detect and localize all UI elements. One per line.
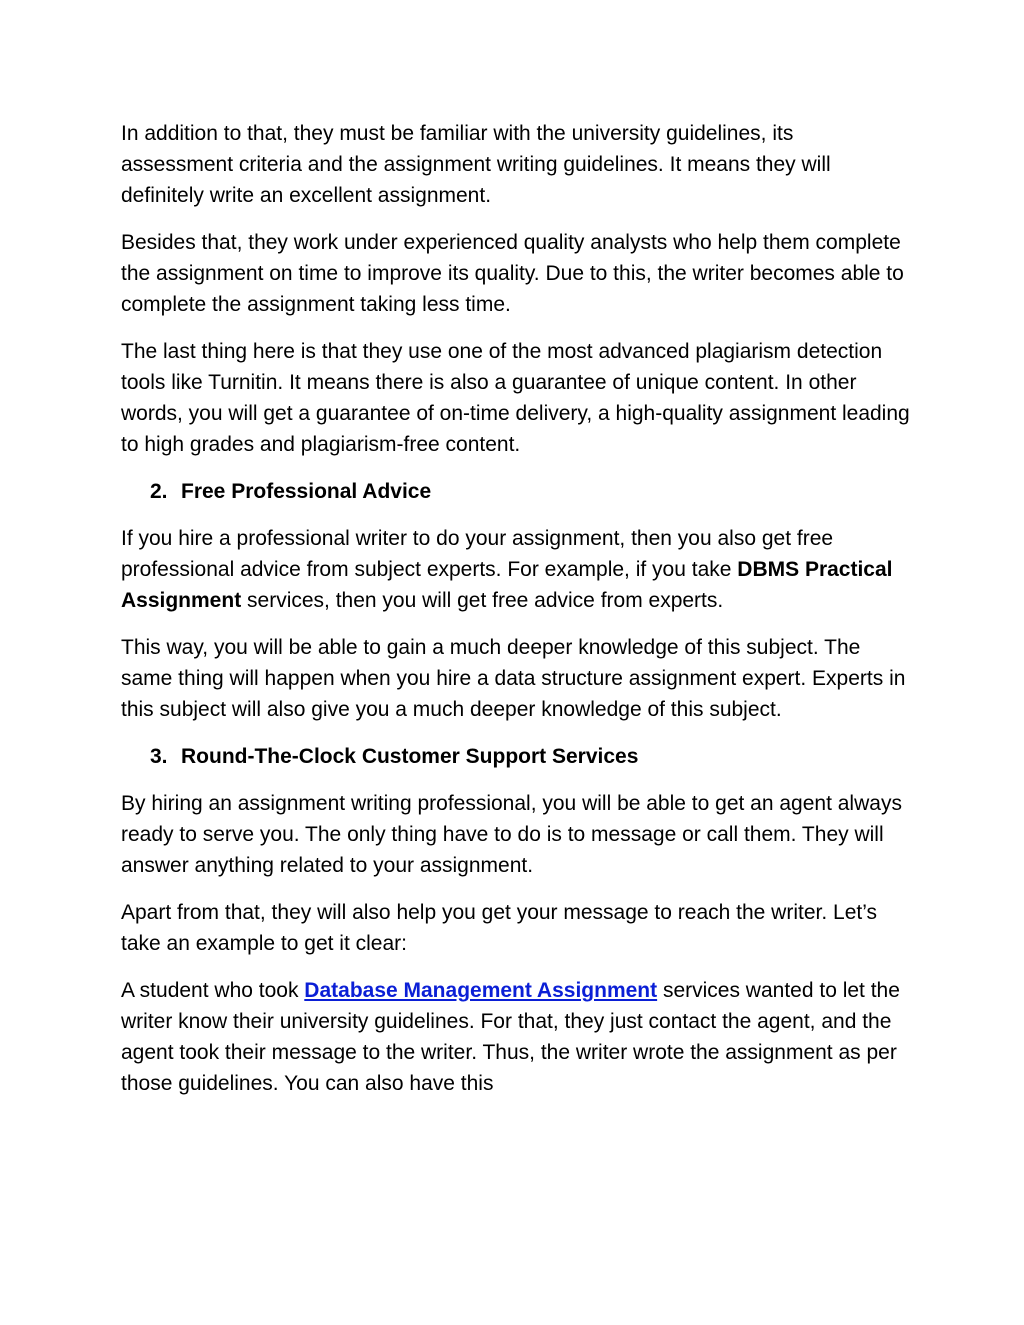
paragraph-message-writer: Apart from that, they will also help you get your message to reach the writer. Let’s take an example to get it clear: [121, 901, 877, 955]
paragraph-text: services, then you will get free advice from experts. [241, 589, 724, 612]
paragraph-quality-analysts: Besides that, they work under experienced quality analysts who help them complete the assignment on time to improve its quality. Due to this, the writer becomes able to complete the assignment taking less time. [121, 231, 904, 316]
heading-number: 2. [150, 480, 168, 503]
paragraph-text: If you hire a professional writer to do your assignment, then you also get free professional advice from subject experts. For example, if you take [121, 527, 834, 581]
paragraph-professional-advice [121, 523, 911, 616]
paragraph-university-guidelines: In addition to that, they must be familiar with the university guidelines, its assessment criteria and the assignment writing guidelines. It means they will definitely write an excellent assignment. [121, 122, 831, 207]
heading-text: Free Professional Advice [181, 480, 432, 503]
paragraph-plagiarism-detection: The last thing here is that they use one of the most advanced plagiarism detection tools like Turnitin. It means there is also a guarantee of unique content. In other words, you will get a guarantee of on-time delivery, a high-quality assignment leading to high grades and plagiarism-free content. [121, 340, 910, 456]
document-page [121, 118, 911, 1115]
paragraph-text: services wanted to let the writer know their university guidelines. For that, they just contact the agent, and the agent took their message to the writer. Thus, the writer wrote the assignment as per those guidelines. You can also have this [121, 979, 900, 1095]
paragraph-agent-ready: By hiring an assignment writing professional, you will be able to get an agent always ready to serve you. The only thing have to do is to message or call them. They will answer anything related to your assignment. [121, 792, 902, 877]
database-management-assignment-link[interactable]: Database Management Assignment [304, 979, 658, 1002]
heading-customer-support [121, 741, 911, 772]
heading-free-professional-advice [121, 476, 911, 507]
paragraph-student-example [121, 975, 911, 1099]
paragraph-deeper-knowledge: This way, you will be able to gain a much deeper knowledge of this subject. The same thing will happen when you hire a data structure assignment expert. Experts in this subject will also give you a much deeper knowledge of this subject. [121, 636, 906, 721]
heading-number: 3. [150, 745, 168, 768]
heading-text: Round-The-Clock Customer Support Services [181, 745, 639, 768]
dbms-practical-assignment-bold: DBMS Practical Assignment [121, 558, 893, 612]
paragraph-text: A student who took [121, 979, 305, 1002]
